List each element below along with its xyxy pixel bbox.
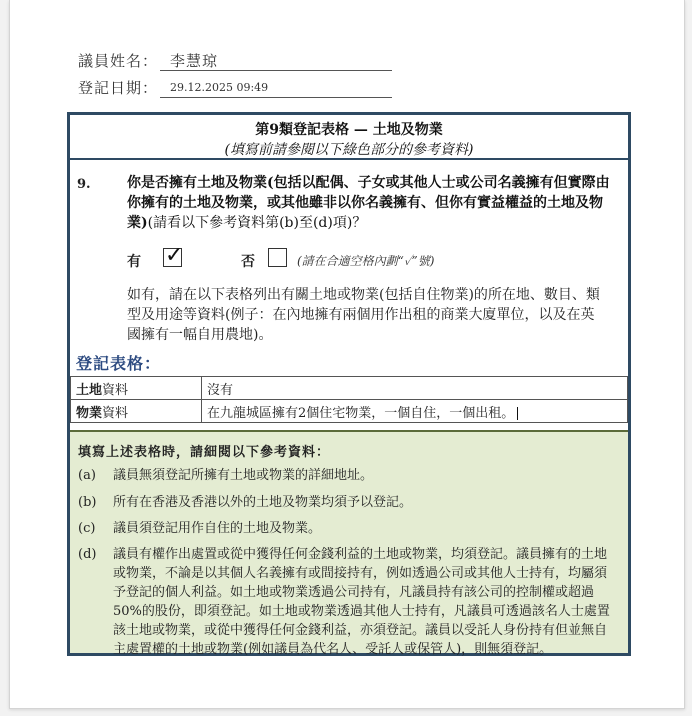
- reference-item-text: 所有在香港及香港以外的土地及物業均須予以登記。: [113, 495, 413, 510]
- no-checkbox[interactable]: [268, 248, 287, 267]
- reference-item-text: 議員須登記用作自住的土地及物業。: [113, 521, 322, 536]
- registration-date-row: [78, 77, 269, 98]
- question-text: [127, 173, 617, 233]
- registration-heading: 登記表格：: [76, 354, 162, 373]
- question-note: (請看以下參考資料第(b)至(d)項)？: [147, 215, 367, 231]
- registration-date-label: 登記日期：: [78, 79, 159, 97]
- land-label-bold: 土地: [76, 382, 103, 398]
- checkbox-hint: (請在合適空格內劃“✓”號): [297, 254, 435, 268]
- no-label: 否: [241, 254, 255, 270]
- question-number: 9.: [77, 177, 91, 192]
- table-row: [71, 400, 628, 423]
- check-mark-icon: ✓: [165, 243, 184, 268]
- answer-options: [127, 243, 587, 272]
- document-page: [9, 0, 685, 709]
- member-name-row: [78, 50, 219, 71]
- land-label-normal: 資料: [102, 382, 129, 398]
- property-value-field[interactable]: [202, 400, 628, 423]
- property-label-bold: 物業: [76, 405, 103, 421]
- category-9-form: [67, 112, 631, 656]
- reference-item-text: 議員有權作出處置或從中獲得任何金錢利益的土地或物業，均須登記。議員擁有的土地或物業，不論是以其個人名義擁有或間接持有，例如透過公司或其他人士持有，均屬須予登記的個人利益。如土地或物業透過公司持有，凡議員持有該公司的控制權或超過50%的股份，即須登記。如土地或物業透過其他人士持有，凡議員可透過該名人士處置該土地或物業，或從中獲得任何金錢利益，亦須登記。議員以受託人身份持有但並無自主處置權的土地或物業(例如議員為代名人、受託人或保管人)，則無須登記。: [113, 547, 610, 657]
- member-name-label: 議員姓名：: [78, 52, 159, 70]
- yes-label: 有: [127, 254, 141, 270]
- property-label-normal: 資料: [102, 405, 129, 421]
- reference-item-label: (a): [78, 468, 96, 483]
- title-divider: [70, 158, 628, 160]
- reference-item-text: 議員無須登記所擁有土地或物業的詳細地址。: [113, 468, 374, 483]
- question-bold-text: 你是否擁有土地及物業(包括以配偶、子女或其他人士或公司名義擁有但實際由你擁有的土地及物業，或其他雖非以你名義擁有、但你有實益權益的土地及物業): [127, 175, 610, 231]
- property-label: [71, 400, 202, 423]
- table-row: [71, 377, 628, 400]
- form-subtitle: (填寫前請參閱以下綠色部分的參考資料): [224, 142, 474, 158]
- member-name-value: 李慧琼: [170, 52, 219, 70]
- text-caret: [517, 407, 518, 420]
- yes-checkbox[interactable]: [163, 243, 184, 268]
- name-underline: [160, 70, 392, 71]
- instruction-text: 如有，請在以下表格列出有關土地或物業(包括自住物業)的所在地、數目、類型及用途等資料(例子：在內地擁有兩個用作出租的商業大廈單位，以及在英國擁有一幅自用農地)。: [127, 287, 600, 343]
- property-value: 在九龍城區擁有2個住宅物業，一個自住，一個出租。: [207, 405, 515, 421]
- registration-date-value: 29.12.2025 09:49: [170, 81, 269, 94]
- reference-title: 填寫上述表格時，請細閱以下參考資料：: [78, 445, 331, 460]
- date-underline: [160, 97, 392, 98]
- form-title: 第9類登記表格 — 土地及物業: [255, 122, 443, 138]
- reference-item-label: (c): [78, 521, 96, 536]
- reference-item-label: (b): [78, 495, 97, 510]
- land-value-field[interactable]: [202, 377, 628, 400]
- land-value: 沒有: [207, 382, 234, 398]
- registration-table: [70, 376, 628, 423]
- reference-item-label: (d): [78, 547, 97, 562]
- land-label: [71, 377, 202, 400]
- reference-section: [70, 430, 628, 657]
